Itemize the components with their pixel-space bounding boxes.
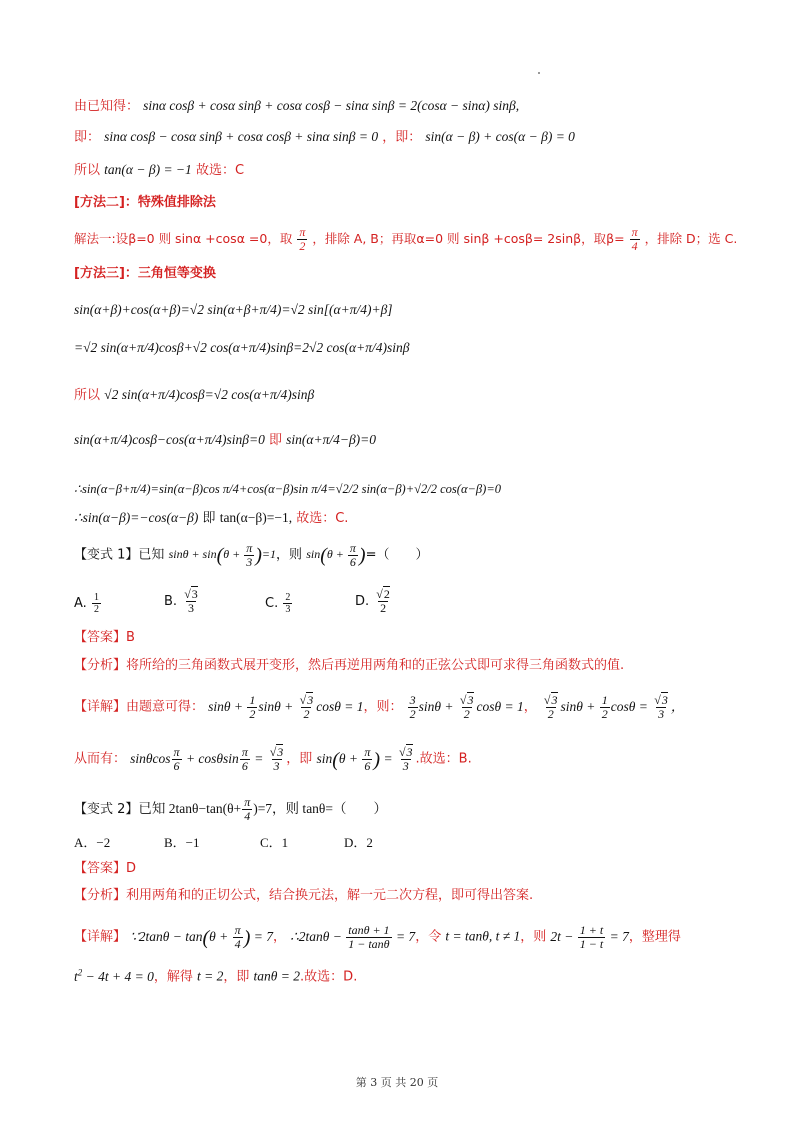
method-2-text-c: ，排除 D；选 C.	[644, 231, 738, 246]
answer-value: B	[126, 630, 135, 645]
math-expression: tanθ = 2	[253, 968, 301, 984]
question-text: 已知 2tanθ−tan(θ+	[138, 801, 242, 816]
solution-line-1	[74, 96, 519, 117]
equation-6	[74, 508, 348, 529]
detail-text: 从而有：	[74, 751, 127, 767]
math-expression: 2t − $\frac{1 + t}{1 - t}$ = 7	[550, 923, 629, 951]
question-1-detail	[74, 694, 684, 721]
question-2-stem	[74, 796, 387, 823]
math-expression: sinα cosβ + cosα sinβ + cosα cosβ − sinα sinβ = 2(cosα − sinα) sinβ,	[143, 98, 520, 113]
math-expression: ∴sin(α−β)=−cos(α−β)	[74, 510, 199, 525]
option-label: C.	[265, 596, 279, 611]
math-expression: sinθ + sin(θ + $\frac{\pi}{3}$ )=1	[168, 541, 277, 569]
question-text: ，则	[276, 547, 303, 563]
detail-text: .故选：B.	[415, 751, 472, 767]
question-2-analysis	[74, 886, 533, 906]
question-2-answer	[74, 859, 136, 879]
fraction: $\frac{√2}{2}$	[376, 587, 390, 615]
question-2-detail	[74, 924, 681, 951]
math-expression: $\frac{3}{2}$ sinθ + $\frac{√3}{2}$ cosθ = 1	[409, 693, 524, 721]
answer-text: 故选：C	[195, 163, 245, 178]
detail-text: ，则	[520, 929, 547, 945]
analysis-label: 【分析】	[74, 888, 127, 903]
question-1-analysis	[74, 656, 624, 676]
equation-5: ∴sin(α−β+π/4)=sin(α−β)cos π/4+cos(α−β)sin π/4=√2/2 sin(α−β)+√2/2 cos(α−β)=0	[74, 482, 502, 496]
option-label: D.	[355, 594, 370, 609]
math-expression: sin(α − β) + cos(α − β) = 0	[425, 129, 575, 144]
detail-text: ，解得	[153, 969, 193, 985]
math-expression: sinθ + $\frac{1}{2}$ sinθ + $\frac{√3}{2}$ cosθ = 1	[208, 693, 364, 721]
detail-text: ，整理得	[628, 929, 681, 945]
option-a: A．−2	[74, 835, 111, 850]
question-2-detail-2	[74, 962, 357, 988]
answer-label: 【答案】	[74, 861, 127, 876]
option-d: D．2	[344, 835, 373, 850]
fraction: $\frac{2}{3}$	[285, 592, 291, 615]
question-text: =（ ）	[365, 547, 429, 563]
equation-4	[74, 430, 376, 451]
page-footer: 第 3 页 共 20 页	[355, 1076, 439, 1089]
option-c: C．1	[260, 835, 289, 850]
detail-text: .故选：D.	[300, 969, 358, 985]
math-expression: √2 sin(α+π/4)cosβ=√2 cos(α+π/4)sinβ	[104, 387, 315, 402]
question-1-stem	[74, 542, 428, 569]
fraction-pi-over-4: $\frac{\pi}{4}$	[631, 225, 638, 253]
fraction: $\frac{1}{2}$	[93, 592, 99, 615]
answer-label: 【答案】	[74, 630, 127, 645]
option-b	[164, 588, 201, 615]
math-expression: sin(θ + $\frac{\pi}{6}$ ) = $\frac{√3}{3}$	[316, 745, 413, 773]
line-label: 由已知得：	[74, 99, 140, 114]
scan-speck	[538, 72, 540, 74]
solution-line-3	[74, 160, 244, 181]
math-expression: t = tanθ, t ≠ 1	[445, 928, 521, 944]
analysis-text: 将所给的三角函数式展开变形，然后再逆用两角和的正弦公式即可求得三角函数式的值.	[126, 658, 625, 673]
solution-line-2	[74, 127, 575, 148]
equation-1: sin(α+β)+cos(α+β)=√2 sin(α+β+π/4)=√2 sin[(α+π/4)+β]	[74, 302, 393, 317]
line-label: 即：	[74, 130, 101, 145]
question-text: )=7，则 tanθ=（ ）	[253, 801, 388, 816]
math-expression: sinα cosβ − cosα sinβ + cosα cosβ + sinα sinβ = 0	[104, 129, 379, 144]
math-expression: ∵2tanθ − tan(θ + $\frac{\pi}{4}$ ) = 7	[130, 923, 273, 951]
math-expression: sinθcos $\frac{\pi}{6}$ + cosθsin $\frac{\pi}{6}$ = $\frac{√3}{3}$	[130, 745, 284, 773]
method-2-line	[74, 226, 737, 253]
question-text: 已知	[138, 547, 165, 563]
option-d	[355, 588, 393, 615]
option-c	[265, 592, 293, 615]
fraction-pi-over-4: $\frac{\pi}{4}$	[244, 795, 251, 823]
option-label: A.	[74, 596, 87, 611]
question-1-answer	[74, 628, 135, 648]
line-label: 所以	[74, 388, 101, 403]
math-expression: sin(α+π/4)cosβ−cos(α+π/4)sinβ=0	[74, 432, 265, 447]
math-expression: tan(α − β) = −1	[104, 162, 192, 177]
line-label: 所以	[74, 163, 101, 178]
detail-text: ，则：	[363, 699, 403, 715]
equation-3	[74, 385, 314, 406]
fraction: $\frac{√3}{3}$	[184, 587, 198, 615]
line-connector: 即	[202, 511, 216, 526]
math-expression: $\frac{√3}{2}$ sinθ + $\frac{1}{2}$ cosθ = $\frac{√3}{3}$ ，	[543, 693, 685, 721]
math-expression: t = 2	[197, 968, 224, 984]
detail-text: ，	[272, 929, 286, 945]
method-2-text-a: 解法一:设β=0 则 sinα +cosα =0，取	[74, 231, 293, 246]
fraction-pi-over-2: $\frac{\pi}{2}$	[299, 225, 306, 253]
option-b: B．−1	[164, 835, 200, 850]
answer-text: 故选：C.	[296, 511, 349, 526]
question-label: 【变式 1】	[74, 547, 139, 563]
method-2-heading: [方法二]：特殊值排除法	[74, 195, 216, 210]
method-3-heading: [方法三]：三角恒等变换	[74, 266, 216, 281]
detail-text: ，令	[415, 929, 442, 945]
question-label: 【变式 2】	[74, 802, 139, 817]
math-expression: tan(α−β)=−1,	[219, 510, 293, 525]
analysis-text: 利用两角和的正切公式，结合换元法，解一元二次方程，即可得出答案.	[126, 888, 534, 903]
option-label: B.	[164, 594, 178, 609]
detail-text: ，即	[286, 751, 313, 767]
detail-label: 【详解】	[74, 699, 127, 715]
equation-2: =√2 sin(α+π/4)cosβ+√2 cos(α+π/4)sinβ=2√2 cos(α+π/4)sinβ	[74, 340, 410, 355]
math-expression: sin(θ + $\frac{\pi}{6}$ )	[306, 541, 366, 569]
math-expression: $t^2 - 4t + 4 = 0$	[74, 967, 154, 984]
line-connector: 即	[268, 433, 282, 448]
detail-text: ，即	[223, 969, 250, 985]
detail-label: 【详解】	[74, 929, 127, 945]
line-separator: ，即：	[382, 130, 422, 145]
method-2-text-b: ，排除 A, B；再取α=0 则 sinβ +cosβ= 2sinβ，取β=	[312, 231, 625, 246]
option-a	[74, 592, 102, 615]
math-expression: ∴2tanθ − $\frac{\tan\theta + 1}{1 - \tan\theta}$ = 7	[290, 923, 416, 951]
detail-text: 由题意可得：	[126, 699, 205, 715]
detail-text: ，	[523, 699, 537, 715]
analysis-label: 【分析】	[74, 658, 127, 673]
math-expression: sin(α+π/4−β)=0	[286, 432, 377, 447]
answer-value: D	[126, 861, 137, 876]
question-1-detail-2	[74, 746, 472, 773]
